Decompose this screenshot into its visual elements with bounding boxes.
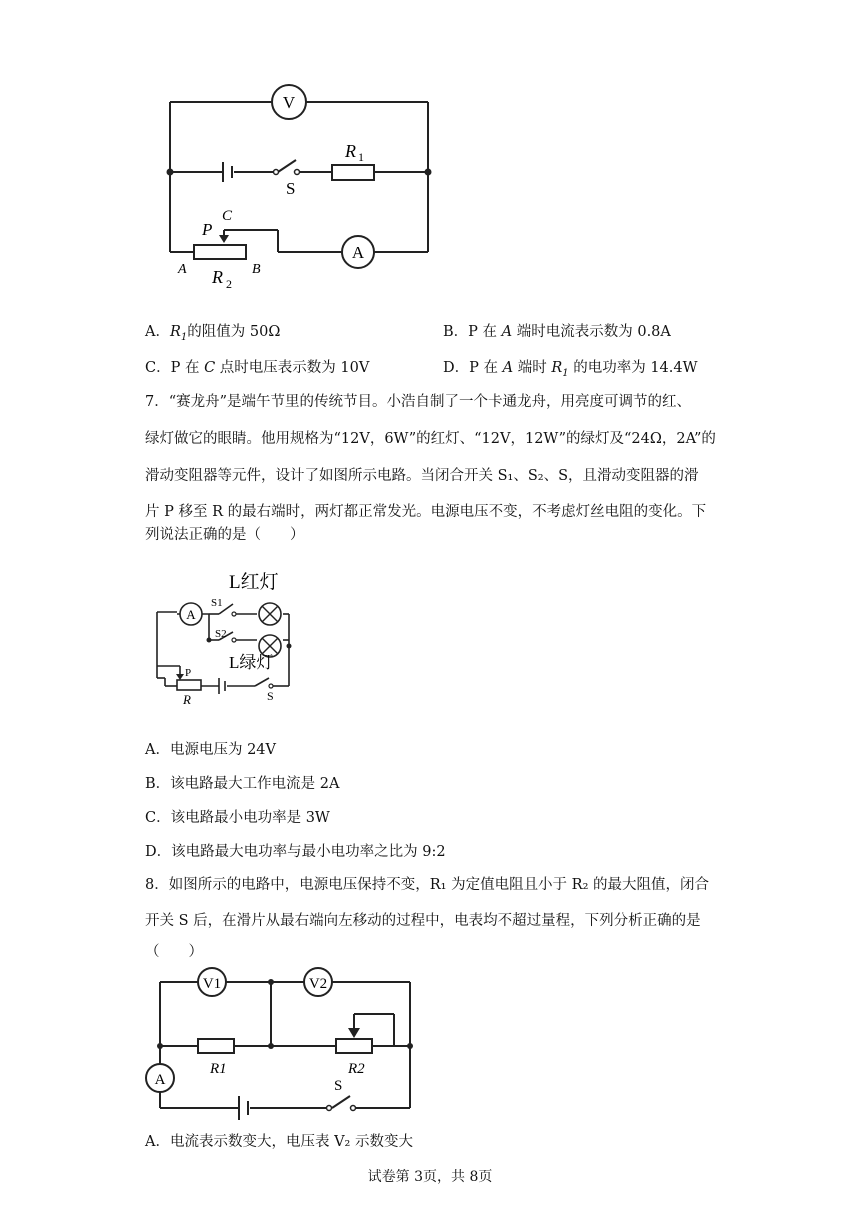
r1-label: R <box>345 141 356 161</box>
switch-s1-label: S1 <box>211 597 223 609</box>
v1-label: V1 <box>202 976 222 992</box>
switch-s-label: S <box>267 689 274 703</box>
point-c-label: C <box>222 208 233 224</box>
q8-line-1: 8．如图所示的电路中，电源电压保持不变，R₁ 为定值电阻且小于 R₂ 的最大阻值，闭合 <box>145 877 710 893</box>
q8-line-3: （ ） <box>145 944 203 960</box>
q6-option-c: C．P 在 C 点时电压表示数为 10V <box>145 360 370 376</box>
q7-option-b: B．该电路最大工作电流是 2A <box>145 776 340 792</box>
v2-label: V2 <box>308 976 328 992</box>
page-footer: 试卷第 3页，共 8页 <box>367 1169 493 1185</box>
q8-option-a: A．电流表示数变大，电压表 V₂ 示数变大 <box>145 1134 413 1150</box>
end-b-label: B <box>252 262 261 277</box>
switch-s-label: S <box>334 1078 343 1094</box>
slider-p-label: P <box>202 220 213 239</box>
q6-option-d: D．P 在 A 端时 $R_1$ 的电功率为 14.4W <box>443 360 698 379</box>
r2-label: R2 <box>348 1061 365 1077</box>
r1-subscript: 1 <box>358 150 364 164</box>
slider-p-label: P <box>185 667 192 679</box>
q6-option-b: B．P 在 A 端时电流表示数为 0.8A <box>443 324 671 340</box>
q6-option-a: A．$R_1$的阻值为 50Ω <box>145 324 281 343</box>
q7-option-a: A．电源电压为 24V <box>145 742 277 758</box>
green-lamp-label: L绿灯 <box>229 653 274 672</box>
red-lamp-label: L红灯 <box>229 572 279 593</box>
q7-line-1: 7．“赛龙舟”是端午节里的传统节目。小浩自制了一个卡通龙舟，用亮度可调节的红、 <box>145 394 692 410</box>
q7-line-4: 片 P 移至 R 的最右端时，两灯都正常发光。电源电压不变，不考虑灯丝电阻的变化。下 <box>145 504 707 520</box>
r2-subscript: 2 <box>226 277 232 291</box>
ammeter-label: A <box>154 1072 166 1088</box>
r2-label: R <box>212 267 223 287</box>
voltmeter-label: V <box>282 93 296 112</box>
q7-line-3: 滑动变阻器等元件，设计了如图所示电路。当闭合开关 S₁、S₂、S，且滑动变阻器的滑 <box>145 468 699 484</box>
switch-label: S <box>286 179 296 198</box>
rheostat-r-label: R <box>183 692 191 707</box>
ammeter-label: A <box>351 243 365 262</box>
q7-line-2: 绿灯做它的眼睛。他用规格为“12V，6W”的红灯、“12V，12W”的绿灯及“24Ω，2A”的 <box>145 431 716 447</box>
circuit-diagram-q6 <box>150 80 450 295</box>
r1-label: R1 <box>210 1061 227 1077</box>
ammeter-label: A <box>186 607 196 622</box>
end-a-label: A <box>178 262 187 277</box>
q7-line-5: 列说法正确的是（ ） <box>145 527 305 543</box>
switch-s2-label: S2 <box>215 628 227 640</box>
q8-line-2: 开关 S 后，在滑片从最右端向左移动的过程中，电表均不超过量程，下列分析正确的是 <box>145 913 701 929</box>
circuit-diagram-q7 <box>145 562 305 712</box>
circuit-diagram-q8 <box>140 962 430 1122</box>
q7-option-c: C．该电路最小电功率是 3W <box>145 810 330 826</box>
q7-option-d: D．该电路最大电功率与最小电功率之比为 9:2 <box>145 844 446 860</box>
